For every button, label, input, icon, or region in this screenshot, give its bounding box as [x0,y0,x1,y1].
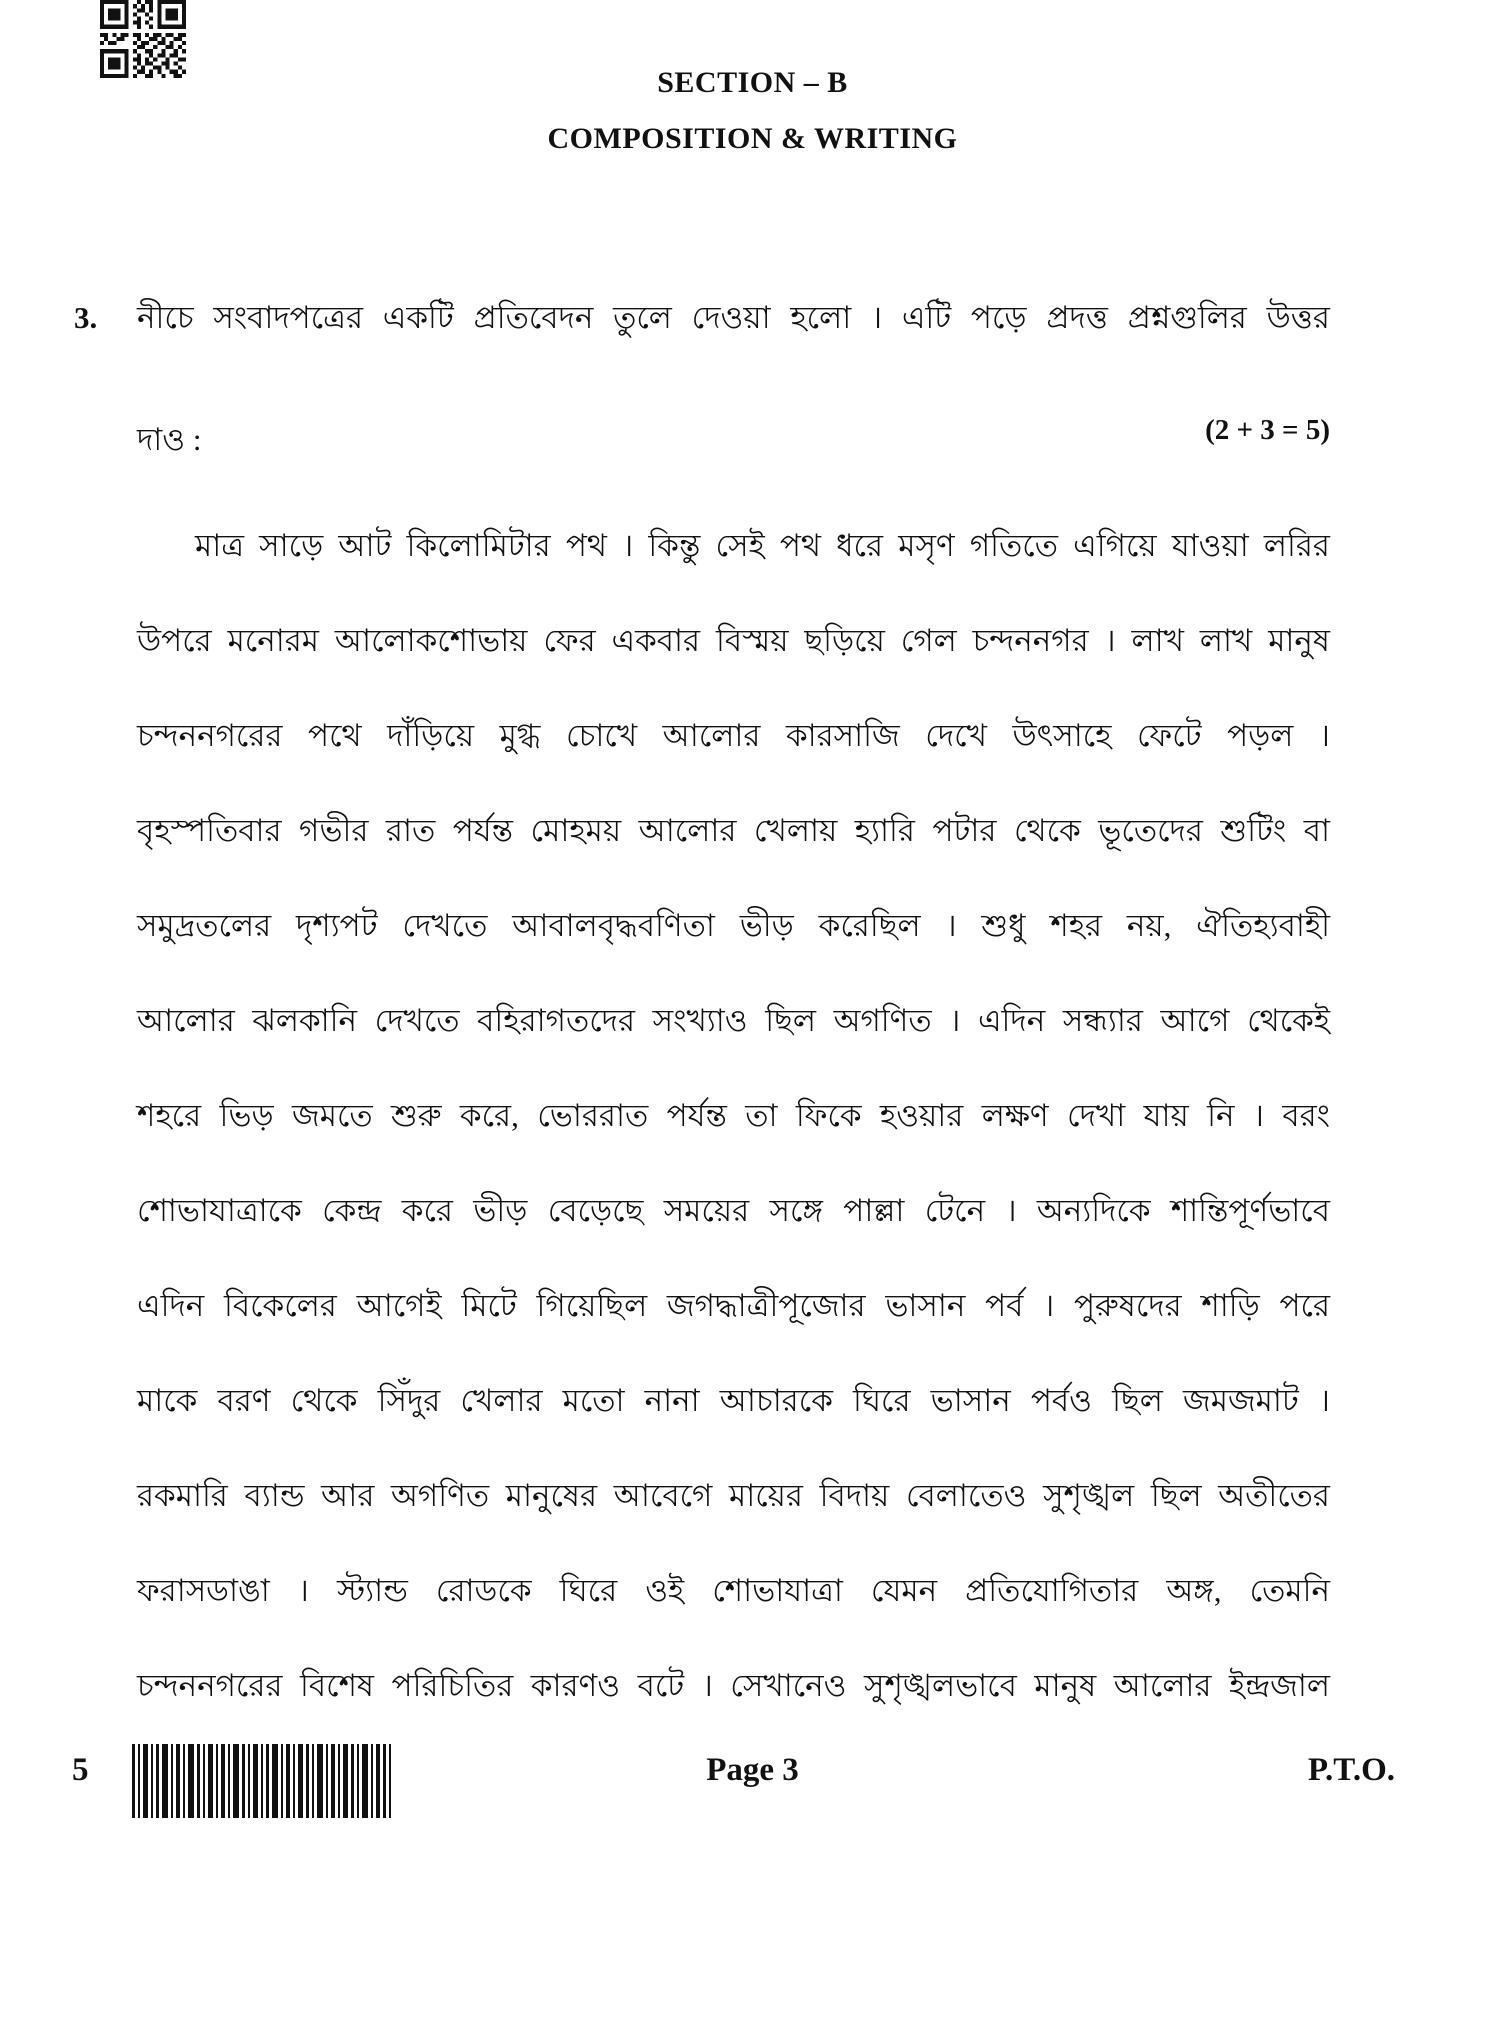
passage-line: এদিন বিকেলের আগেই মিটে গিয়েছিল জগদ্ধাত্রীপূজোর ভাসান পর্ব । পুরুষদের শাড়ি পরে [137,1288,1330,1323]
question-number: 3. [74,300,98,335]
passage-line: রকমারি ব্যান্ড আর অগণিত মানুষের আবেগে মায়ের বিদায় বেলাতেও সুশৃঙ্খল ছিল অতীতের [137,1478,1330,1513]
passage-line: মাকে বরণ থেকে সিঁদুর খেলার মতো নানা আচারকে ঘিরে ভাসান পর্বও ছিল জমজমাট । [137,1383,1330,1418]
passage [137,498,1330,1733]
passage-line: বৃহস্পতিবার গভীর রাত পর্যন্ত মোহময় আলোর খেলায় হ্যারি পটার থেকে ভূতেদের শুটিং বা [137,813,1330,848]
page-number-label: Page 3 [706,1752,799,1788]
question-prompt-line-2: দাও : [137,422,202,457]
question-paper-code: 5 [72,1752,89,1788]
passage-line: শোভাযাত্রাকে কেন্দ্র করে ভীড় বেড়েছে সময়ের সঙ্গে পাল্লা টেনে । অন্যদিকে শান্তিপূর্ণভাবে [137,1193,1330,1228]
passage-line: ফরাসডাঙা । স্ট্যান্ড রোডকে ঘিরে ওই শোভাযাত্রা যেমন প্রতিযোগিতার অঙ্গ, তেমনি [137,1573,1330,1608]
pto-label: P.T.O. [1307,1752,1395,1788]
passage-line: সমুদ্রতলের দৃশ্যপট দেখতে আবালবৃদ্ধবণিতা ভীড় করেছিল । শুধু শহর নয়, ঐতিহ্যবাহী [137,908,1330,943]
section-subtitle: COMPOSITION & WRITING [547,122,958,155]
passage-line: আলোর ঝলকানি দেখতে বহিরাগতদের সংখ্যাও ছিল অগণিত । এদিন সন্ধ্যার আগে থেকেই [137,1003,1330,1038]
passage-line: মাত্র সাড়ে আট কিলোমিটার পথ । কিন্তু সেই পথ ধরে মসৃণ গতিতে এগিয়ে যাওয়া লরির [195,528,1330,563]
passage-line: চন্দননগরের বিশেষ পরিচিতির কারণও বটে । সেখানেও সুশৃঙ্খলভাবে মানুষ আলোর ইন্দ্রজাল [137,1668,1330,1703]
section-title: SECTION – B [657,66,848,99]
question-prompt-line-1: নীচে সংবাদপত্রের একটি প্রতিবেদন তুলে দেওয়া হলো । এটি পড়ে প্রদত্ত প্রশ্নগুলির উত্তর [137,300,1330,335]
passage-line: চন্দননগরের পথে দাঁড়িয়ে মুগ্ধ চোখে আলোর কারসাজি দেখে উৎসাহে ফেটে পড়ল । [137,718,1330,753]
question-marks: (2 + 3 = 5) [1205,414,1330,446]
passage-line: শহরে ভিড় জমতে শুরু করে, ভোররাত পর্যন্ত তা ফিকে হওয়ার লক্ষণ দেখা যায় নি । বরং [137,1098,1330,1133]
passage-line: উপরে মনোরম আলোকশোভায় ফের একবার বিস্ময় ছড়িয়ে গেল চন্দননগর । লাখ লাখ মানুষ [137,623,1330,658]
